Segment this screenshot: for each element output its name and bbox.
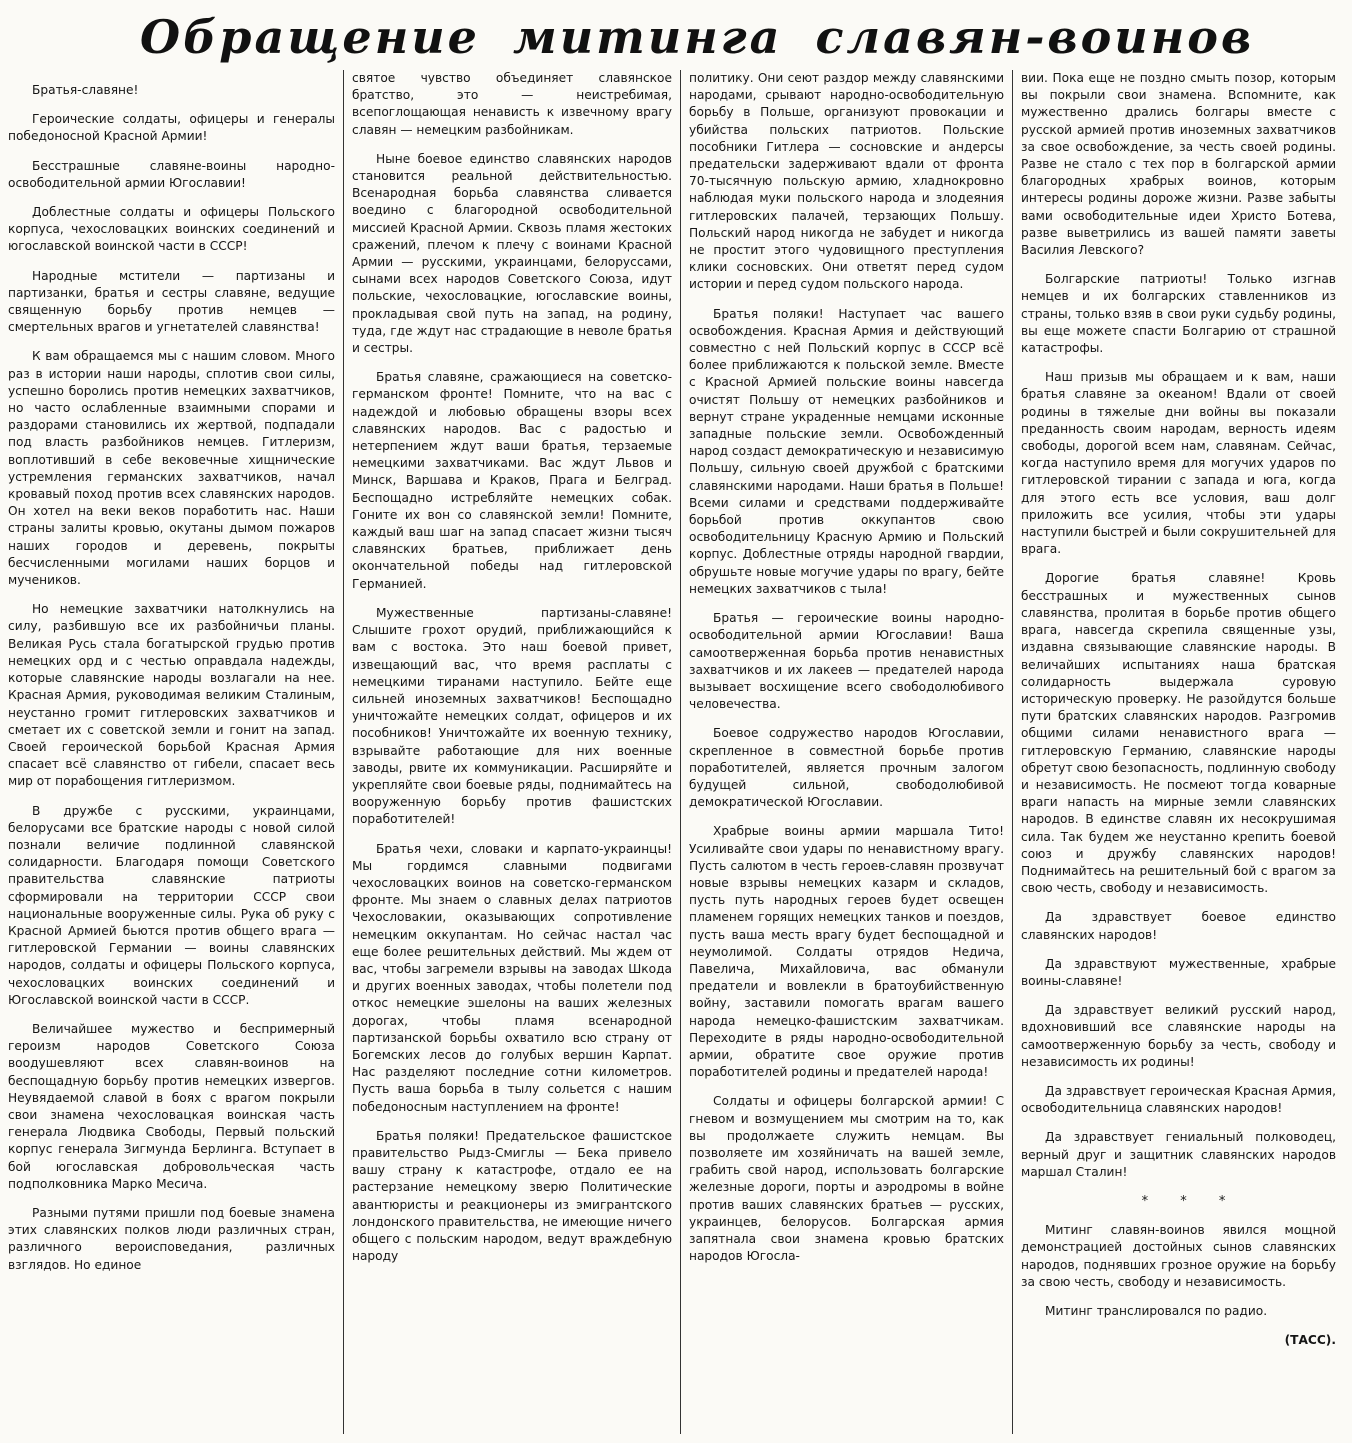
paragraph: Солдаты и офицеры болгарской армии! С гневом и возмущением мы смотрим на то, как вы продолжаете служить немцам. Вы позволяете им хозяйничать на вашей земле, грабить свой народ, использовать болгарские железные дороги, порты и аэродромы в войне против ваших славянских братьев — русских, украинцев, белорусов. Болгарская армия запятнала свои знамена кровью братских народов Югосла- [689, 1094, 1004, 1264]
paragraph: Да здравствует боевое единство славянских народов! [1021, 910, 1336, 942]
paragraph: Мужественные партизаны-славяне! Слышите грохот орудий, приближающийся к вам с востока. Это наш боевой привет, извещающий вас, что время расплаты с немецкими тиранами наступило. Бейте еще сильней иноземных захватчиков! Беспощадно уничтожайте немецких солдат, офицеров и их пособников! Уничтожайте их военную технику, взрывайте работающие для них военные заводы, рвите их коммуникации. Расширяйте и укрепляйте свои боевые ряды, поднимайтесь на вооруженную борьбу против фашистских поработителей! [352, 605, 672, 827]
section-divider: * * * [1141, 1193, 1240, 1209]
paragraph: Болгарские патриоты! Только изгнав немцев и их болгарских ставленников из страны, только взяв в свои руки судьбу родины, вы еще можете спасти Болгарию от страшной катастрофы. [1021, 272, 1336, 356]
paragraph: Храбрые воины армии маршала Тито! Усиливайте свои удары по ненавистному врагу. Пусть салютом в честь героев-славян прозвучат новые взрывы немецких казарм и складов, пусть путь народных героев будет освещен пламенем горящих немецких танков и поездов, пусть ваша месть врагу будет беспощадной и неумолимой. Солдаты отрядов Недича, Павелича, Михайловича, вас обманули предатели и вовлекли в братоубийственную войну, заставили помогать врагам вашего народа немецко-фашистским захватчикам. Переходите в ряды народно-освободительной армии, обратите свое оружие против поработителей родины и предателей народа! [689, 824, 1004, 1080]
column-3 [680, 70, 1012, 1434]
paragraph: Боевое содружество народов Югославии, скрепленное в совместной борьбе против поработителей, является прочным залогом будущей сильной, свободолюбивой демократической Югославии. [689, 726, 1004, 810]
paragraph: В дружбе с русскими, украинцами, белорусами все братские народы с новой силой познали величие подлинной славянской солидарности. Благодаря помощи Советского правительства славянские патриоты сформировали на территории СССР свои национальные вооруженные силы. Рука об руку с Красной Армией бьются против общего врага — гитлеровской Германии — воины славянских народов, солдаты и офицеры Польского корпуса, чехословацких воинских соединений и Югославской воинской части в СССР. [8, 803, 335, 1007]
paragraph: Да здравствуют мужественные, храбрые воины-славяне! [1021, 956, 1336, 988]
paragraph: Да здравствует героическая Красная Армия, освободительница славянских народов! [1021, 1083, 1336, 1116]
paragraph: Дорогие братья славяне! Кровь бесстрашных и мужественных сынов славянства, пролитая в борьбе против общего врага, навсегда скрепила священные узы, издавна связывающие славянские народы. В величайших испытаниях наша братская солидарность выдержала суровую историческую проверку. Не разойдутся больше пути братских славянских народов. Разгромив общими силами ненавистного врага — гитлеровскую Германию, славянские народы обретут свою безопасность, подлинную свободу и независимость. Не посмеют тогда коварные враги напасть на мирные земли славянских народов. В единстве славян их несокрушимая сила. Так будем же неустанно крепить боевой союз и дружбу славянских народов! Поднимайтесь на решительный бой с врагом за свою честь, свободу и независимость. [1021, 571, 1337, 896]
paragraph: Да здравствует великий русский народ, вдохновивший все славянские народы на самоотверженную борьбу за честь, свободу и независимость их родины! [1021, 1003, 1336, 1069]
paragraph: Да здравствует гениальный полководец, верный друг и защитник славянских народов маршал Сталин! [1021, 1130, 1336, 1179]
paragraph: Митинг славян-воинов явился мощной демонстрацией достойных сынов славянских народов, поднявших грозное оружие на борьбу за свою честь, свободу и независимость. [1021, 1223, 1336, 1289]
article-headline: Обращение митинга славян-воинов [140, 10, 1255, 64]
paragraph: Братья-славяне! [32, 83, 139, 97]
paragraph: Величайшее мужество и беспримерный героизм народов Советского Союза воодушевляют всех славян-воинов на беспощадную борьбу против немецких извергов. Неувядаемой славой в боях с врагом покрыли свои знамена чехословацкая воинская часть генерала Людвика Свободы, Первый польский корпус генерала Зигмунда Берлинга. Вступает в бой югославская добровольческая часть подполковника Марко Месича. [8, 1021, 335, 1191]
paragraph: Ныне боевое единство славянских народов становится реальной действительностью. Всенародная борьба славянства сливается воедино с благородной освободительной миссией Красной Армии. Сквозь пламя жестоких сражений, плечом к плечу с воинами Красной Армии — русскими, украинцами, белоруссами, сынами всех народов Советского Союза, идут польские, чехословацкие, югославские воины, прокладывая свой путь на запад, на родину, туда, где ждут нас страдающие в неволе братья и сестры. [352, 151, 672, 356]
agency-signature: (ТАСС). [1284, 1333, 1336, 1348]
paragraph: святое чувство объединяет славянское братство, это — неистребимая, всепоглощающая ненависть к извечному врагу славян — немецким разбойникам. [352, 71, 672, 137]
article-body [8, 70, 1344, 1434]
paragraph: Героические солдаты, офицеры и генералы победоносной Красной Армии! [8, 112, 335, 144]
paragraph: Наш призыв мы обращаем и к вам, наши братья славяне за океаном! Вдали от своей родины в тяжелые дни войны вы показали преданность своим народам, верность идеям свободы, дорогой всем нам, славянам. Сейчас, когда наступило время для могучих ударов по гитлеровской тирании с запада и юга, когда для этого есть все условия, ваш долг приложить все усилия, чтобы эти удары наступили быстрей и были сокрушительней для врага. [1021, 370, 1336, 557]
paragraph: Братья поляки! Наступает час вашего освобождения. Красная Армия и действующий совместно с ней Польский корпус в СССР всё более приближаются к польской земле. Вместе с Красной Армией польские воины навсегда очистят Польшу от немецких разбойников и вернут стране украденные немцами исконные западные польские земли. Освобожденный народ создаст демократическую и независимую Польшу, сильную своей дружбой с братскими славянскими народами. Наши братья в Польше! Всеми силами и средствами поддерживайте борьбой против оккупантов свою освободительницу Красную Армию и Польский корпус. Доблестные отряды народной гвардии, обрушьте новые могучие удары по врагу, бейте немецких захватчиков с тыла! [689, 306, 1005, 596]
paragraph: Братья — героические воины народно-освободительной армии Югославии! Ваша самоотверженная борьба против ненавистных захватчиков и их лакеев — предателей народа вызывает восхищение всего свободолюбивого человечества. [689, 611, 1004, 712]
paragraph: Митинг транслировался по радио. [1045, 1304, 1268, 1318]
paragraph: Братья поляки! Предательское фашистское правительство Рыдз-Смиглы — Бека привело вашу страну к катастрофе, отдало ее на растерзание немецкому зверю Политические авантюристы и реакционеры из эмигрантского лондонского правительства, не имеющие ничего общего с польским народом, ведут враждебную народу [352, 1128, 672, 1264]
paragraph: Бесстрашные славяне-воины народно-освободительной армии Югославии! [8, 158, 335, 190]
column-1 [8, 70, 343, 1434]
column-2 [343, 70, 680, 1434]
paragraph: Но немецкие захватчики натолкнулись на силу, разбившую все их разбойничьи планы. Великая Русь стала богатырской грудью против немецких орд и с честью оправдала надежды, которые славянские народы возлагали на нее. Красная Армия, руководимая великим Сталиным, неустанно громит гитлеровских захватчиков и сметает их с советской земли и гонит на запад. Своей героической борьбой Красная Армия спасает всё славянство от гибели, спасает весь мир от порабощения гитлеризмом. [8, 602, 335, 789]
column-4 [1012, 70, 1344, 1434]
paragraph: Народные мстители — партизаны и партизанки, братья и сестры славяне, ведущие священную борьбу против немцев — смертельных врагов и угнетателей славянства! [8, 268, 335, 335]
paragraph: Разными путями пришли под боевые знамена этих славянских полков люди различных стран, различного вероисповедания, различных взглядов. Но единое [8, 1205, 335, 1272]
paragraph: К вам обращаемся мы с нашим словом. Много раз в истории наши народы, сплотив свои силы, успешно боролись против немецких захватчиков, но часто ослабленные взаимными спорами и раздорами становились их жертвой, подпадали под власть разбойников немцев. Гитлеризм, воплотивший в себе вековечные хищнические устремления германских захватчиков, начал кровавый поход против всех славянских народов. Он хотел на веки веков поработить нас. Наши страны залиты кровью, окутаны дымом пожаров наших городов и деревень, покрыты бесчисленными могилами наших борцов и мучеников. [8, 349, 335, 588]
paragraph: вии. Пока еще не поздно смыть позор, которым вы покрыли свои знамена. Вспомните, как мужественно дрались болгары вместе с русской армией против иноземных захватчиков за свое освобождение, за честь своей родины. Разве не стало с тех пор в болгарской армии благородных храбрых воинов, которым интересы родины дороже жизни. Разве забыты вами освободительные идеи Христо Ботева, разве выветрились из вашей памяти заветы Василия Левского? [1021, 71, 1336, 258]
paragraph: Братья славяне, сражающиеся на советско-германском фронте! Помните, что на вас с надеждой и любовью обращены взоры всех славянских народов. Вас с радостью и нетерпением ждут ваши братья, терзаемые немецкими захватчиками. Вас ждут Львов и Минск, Варшава и Краков, Прага и Белград. Беспощадно истребляйте немецких собак. Гоните их вон со славянской земли! Помните, каждый ваш шаг на запад спасает жизни тысяч славянских братьев, приближает день окончательной победы над гитлеровской Германией. [352, 370, 672, 591]
paragraph: политику. Они сеют раздор между славянскими народами, срывают народно-освободительную борьбу в Польше, организуют провокации и убийства польских патриотов. Польские пособники Гитлера — сосновские и андерсы предательски задерживают вдали от фронта 70-тысячную польскую армию, хладнокровно наблюдая муки польского народа и злодеяния гитлеровских палачей, терзающих Польшу. Польский народ никогда не забудет и никогда не простит этого чудовищного преступления клики сосновских. Они ответят перед судом истории и перед судом польского народа. [689, 71, 1004, 292]
paragraph: Братья чехи, словаки и карпато-украинцы! Мы гордимся славными подвигами чехословацких воинов на советско-германском фронте. Мы знаем о славных делах патриотов Чехословакии, оказывающих сопротивление немецким оккупантам. Но сейчас настал час еще более решительных действий. Мы ждем от вас, чтобы загремели взрывы на заводах Шкода и других военных заводах, чтобы полетели под откос немецкие эшелоны на ваших железных дорогах, чтобы пламя всенародной партизанской борьбы охватило всю страну от Богемских лесов до голубых вершин Карпат. Нас разделяют последние сотни километров. Пусть ваша борьба в тылу сольется с нашим победоносным наступлением на фронте! [352, 841, 672, 1114]
paragraph: Доблестные солдаты и офицеры Польского корпуса, чехословацких воинских соединений и югославской воинской части в СССР! [8, 205, 335, 254]
